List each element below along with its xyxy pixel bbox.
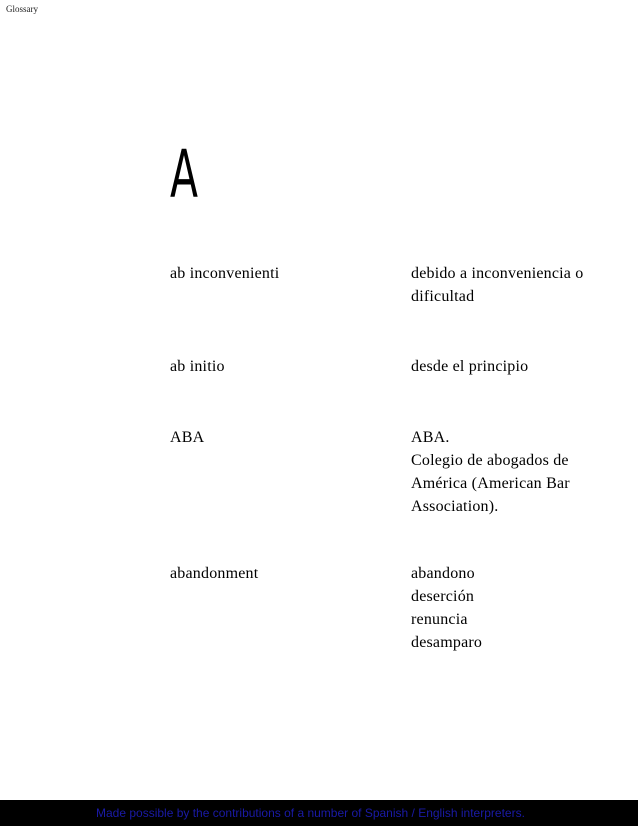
translation-line: renuncia xyxy=(411,611,468,628)
glossary-entry xyxy=(170,562,620,654)
translation-line: dificultad xyxy=(411,288,475,305)
page-header-label: Glossary xyxy=(6,4,38,14)
translation-line: deserción xyxy=(411,588,475,605)
glossary-entry xyxy=(170,426,620,518)
entry-translation xyxy=(411,262,616,308)
section-letter-heading: A xyxy=(170,136,198,213)
translation-line: debido a inconveniencia o xyxy=(411,265,584,282)
translation-line: Colegio de abogados de xyxy=(411,452,569,469)
entry-term: ab initio xyxy=(170,358,225,375)
translation-line: desamparo xyxy=(411,634,483,651)
footer-credit-text: Made possible by the contributions of a number of Spanish / English interpreters. xyxy=(96,806,525,820)
entry-translation xyxy=(411,562,616,654)
translation-line: ABA. xyxy=(411,429,450,446)
glossary-entry xyxy=(170,262,620,308)
entry-term: ab inconvenienti xyxy=(170,265,280,282)
entry-translation xyxy=(411,355,616,378)
entry-translation xyxy=(411,426,616,518)
translation-line: abandono xyxy=(411,565,475,582)
entry-term: ABA xyxy=(170,429,205,446)
glossary-entry xyxy=(170,355,620,378)
glossary-entries xyxy=(170,262,620,654)
translation-line: desde el principio xyxy=(411,358,529,375)
footer-bar xyxy=(0,800,638,826)
translation-line: Association). xyxy=(411,498,499,515)
entry-term: abandonment xyxy=(170,565,259,582)
translation-line: América (American Bar xyxy=(411,475,570,492)
